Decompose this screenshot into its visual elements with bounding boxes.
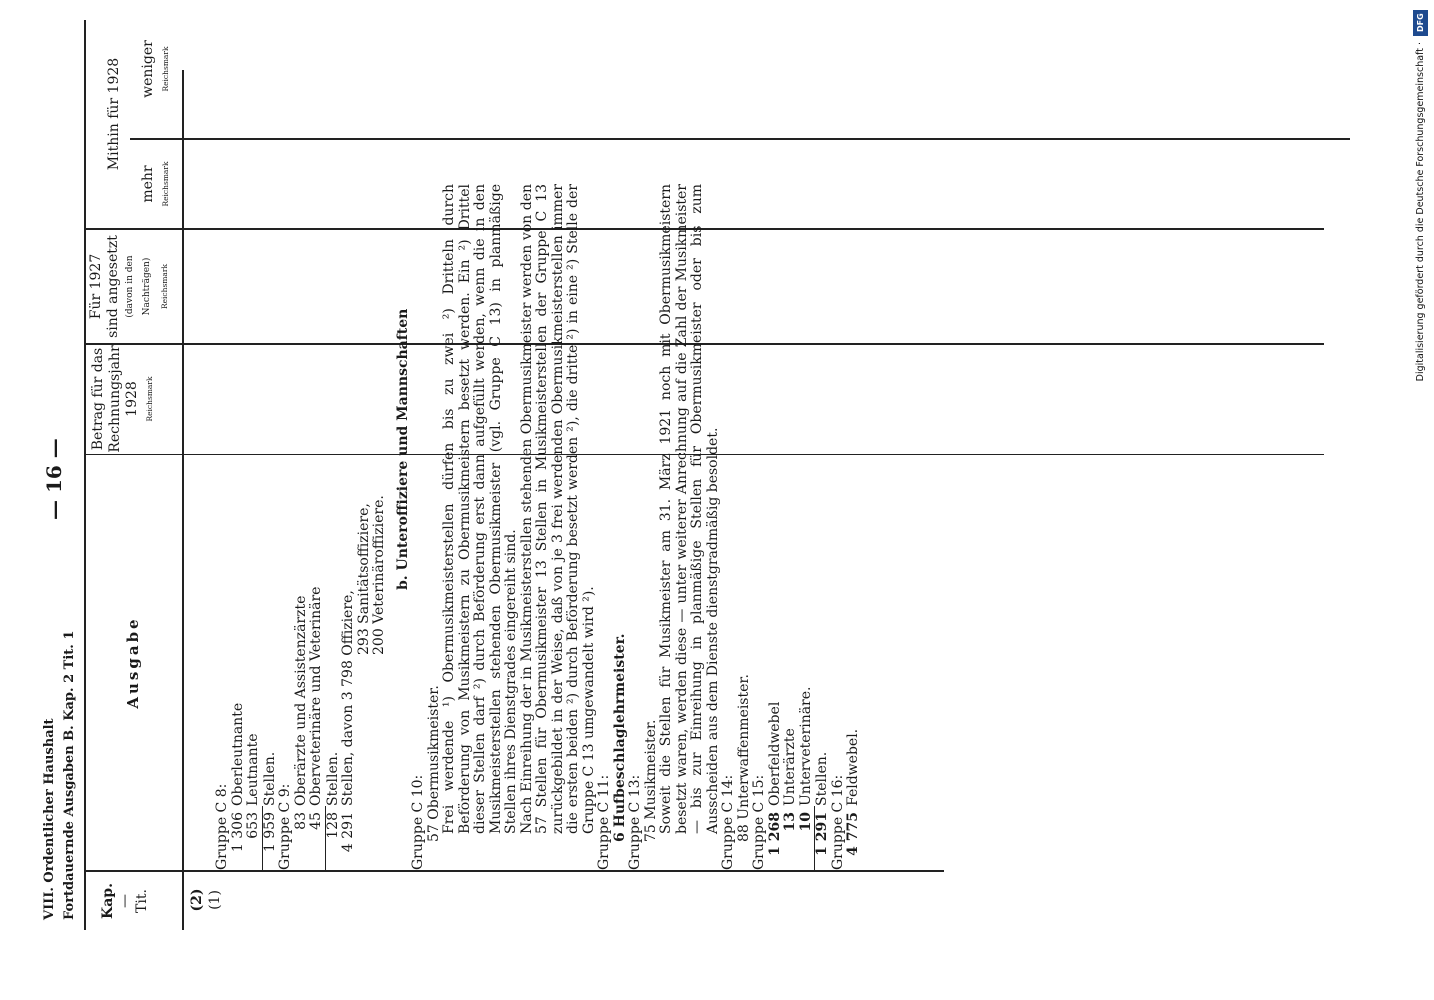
c10-row-1: 57 Obermusikmeister. [425, 685, 442, 842]
c8-title: Gruppe C 8: [214, 783, 230, 870]
header-mehr-unit: Reichsmark [161, 161, 170, 207]
header-betrag [90, 345, 158, 453]
table-cell-text: 83 [292, 812, 309, 830]
header-mithin: Mithin für 1928 [106, 57, 122, 171]
table-cell-text: Stellen. [261, 751, 278, 806]
table-cell-text: 1 959 [262, 806, 279, 870]
header-weniger-unit: Reichsmark [161, 46, 170, 92]
c8-row-1 [231, 170, 247, 870]
sum-line-2: 293 Sanitätsoffiziere, [355, 503, 372, 655]
c15-title: Gruppe C 15: [751, 774, 767, 870]
header-weniger-label: weniger [140, 40, 156, 98]
c15-total [814, 170, 831, 870]
c8-total [262, 170, 279, 870]
c10-para-2: Nach Einreihung der in Musikmeisterstellen stehenden Obermusikmeister werden von den 57 Stellen für Obermusikmeister 13 Stellen in Musikmeisterstellen der Gruppe C 13 zurückgebildet in der Weise, daß von je 3 frei werdenden Obermusikmeisterstellen immer die ersten beiden ²) durch Beförderung besetzt werden ²), die dritte ²) in eine ²) Stelle der Gruppe C 13 umgewandelt wird ²). [518, 184, 597, 834]
c9-row-1 [294, 170, 310, 870]
table-cell-text: Leutnante [245, 733, 261, 806]
header-1927-line2: sind angesetzt [105, 235, 121, 338]
header-kap: Kap. [100, 883, 116, 919]
c15-row-1 [768, 170, 784, 870]
header-mehr-label: mehr [140, 165, 156, 203]
table-cell-text: Oberveterinäre und Veterinäre [308, 586, 324, 806]
header-betrag-unit: Reichsmark [145, 376, 154, 422]
table-cell-text: Stellen, davon 3 798 Offiziere, [340, 590, 356, 806]
c10-title: Gruppe C 10: [410, 774, 426, 870]
header-1927-line4: Nachträgen) [142, 257, 152, 316]
c14-row-1: 88 Unterwaffenmeister. [735, 674, 752, 842]
header-betrag-line1: Betrag für das [90, 347, 106, 451]
table-header-rule [182, 70, 184, 930]
header-1927-line1: Für 1927 [88, 253, 104, 320]
c11-title: Gruppe C 11: [596, 774, 612, 870]
header-weniger [140, 0, 174, 138]
c8-row-2 [246, 170, 262, 870]
table-cell-text: 1 291 [814, 806, 831, 870]
ausgabe-content [185, 170, 862, 870]
header-dash: — [117, 894, 133, 908]
digitization-note [1405, 10, 1434, 995]
c9-row-2 [309, 170, 325, 870]
c13-para-1: Soweit die Stellen für Musikmeister am 31. März 1921 noch mit Obermusikmeistern besetzt waren, werden diese — unter weiterer Anrechnung auf die Zahl der Musikmeister — bis zur Einreihung in planmäßige Stellen für Obermusikmeister oder bis zum Ausscheiden aus dem Dienste dienstgradmäßig besoldet. [658, 184, 721, 834]
sum-line [341, 170, 357, 870]
c15-row-3 [799, 170, 815, 870]
table-cell-text: 45 [308, 812, 324, 830]
header-betrag-line2: Rechnungsjahr [107, 345, 123, 453]
c16-row-1 [846, 170, 862, 870]
table-cell-text: 1 306 [229, 812, 246, 853]
table-cell-text: 10 [797, 812, 814, 832]
c14-title: Gruppe C 14: [720, 774, 736, 870]
header-tit: Tit. [134, 889, 150, 913]
c16-title: Gruppe C 16: [829, 774, 846, 870]
header-betrag-line3: 1928 [124, 381, 140, 417]
c13-title: Gruppe C 13: [627, 774, 643, 870]
table-cell-text: 13 [782, 812, 798, 832]
c11-row-1: 6 Hufbeschlaglehrmeister. [611, 633, 628, 842]
table-cell-text: 4 775 [845, 812, 861, 856]
table-cell-text: 128 [325, 806, 342, 870]
sum-line-3: 200 Veterinäroffiziere. [371, 495, 387, 655]
header-mehr [140, 140, 174, 228]
table-cell-text: 653 [245, 812, 261, 839]
c13-row-1: 75 Musikmeister. [642, 719, 659, 842]
table-cell-text: Stellen. [324, 751, 341, 806]
table-cell-text: Unterärzte [782, 728, 798, 806]
page-header [40, 631, 80, 920]
table-cell-text: Oberfeldwebel [766, 701, 783, 806]
tit-number: (1) [207, 890, 223, 910]
header-1927-line3: (davon in den [125, 255, 135, 318]
kap-marks [188, 870, 224, 930]
header-line-1: VIII. Ordentlicher Haushalt [42, 718, 57, 920]
header-line-2: Fortdauernde Ausgaben B. Kap. 2 Tit. 1 [62, 630, 77, 920]
header-ausgabe: Ausgabe [124, 616, 142, 709]
table-cell-text: Stellen. [814, 751, 830, 806]
table-cell-text: Oberärzte und Assistenzärzte [292, 595, 309, 806]
table-cell-text: Unterveterinäre. [797, 686, 814, 806]
c9-total [325, 170, 342, 870]
table-cell-text: 1 268 [766, 812, 783, 856]
table-top-rule [84, 20, 86, 930]
c10-para-1: Frei werdende ¹) Obermusikmeisterstellen dürfen bis zu zwei ²) Dritteln durch Beförderung von Musikmeistern zu Obermusikmeistern besetzt werden. Ein ²) Drittel dieser Stellen darf ²) durch Beförderung erst dann aufgefüllt werden, wenn die in den Musikmeisterstellen stehenden Obermusikmeister (vgl. Gruppe C 13) in planmäßige Stellen ihres Dienstgrades eingereiht sind. [441, 184, 519, 834]
c9-title: Gruppe C 9: [277, 783, 293, 870]
column-divider-mehr [130, 139, 1350, 141]
table-cell-text: 4 291 [340, 812, 356, 853]
header-1927 [88, 230, 173, 343]
digitization-text: Digitalisierung gefördert durch die Deutsche Forschungsgemeinschaft · [1414, 42, 1426, 382]
kap-number: (2) [189, 888, 205, 912]
section-b-heading: b. Unteroffiziere und Mannschaften [394, 308, 411, 590]
page-number: — 16 — [42, 438, 66, 520]
header-1927-unit: Reichsmark [160, 263, 169, 310]
table-cell-text: Feldwebel. [845, 728, 861, 806]
dfg-logo: DFG [1413, 10, 1428, 36]
c15-row-2 [783, 170, 799, 870]
header-kap-tit [100, 872, 151, 930]
table-cell-text: Oberleutnante [229, 702, 246, 806]
